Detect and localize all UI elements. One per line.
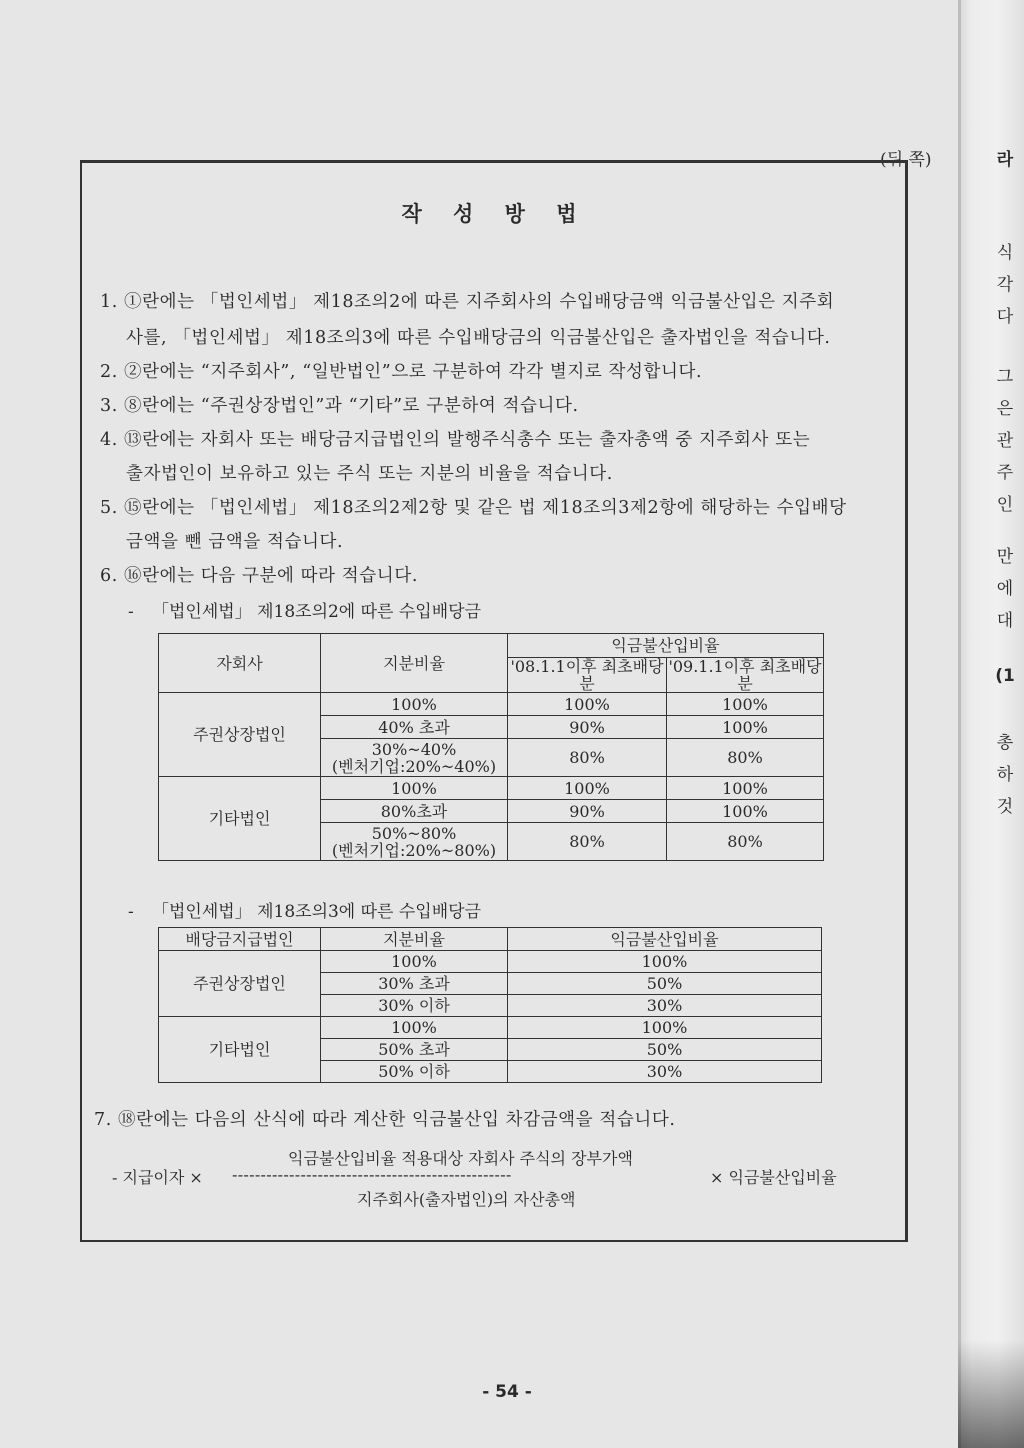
table2-heading: - 「법인세법」 제18조의3에 따른 수입배당금 <box>128 902 481 922</box>
edge-char: 관 <box>996 431 1014 451</box>
rate-cell: 80% <box>667 823 824 861</box>
header-cell: 익금불산입비율 <box>508 634 824 658</box>
table1-heading-text: 「법인세법」 제18조의2에 따른 수입배당금 <box>152 602 481 622</box>
table2-heading-text: 「법인세법」 제18조의3에 따른 수입배당금 <box>152 902 481 922</box>
share-cell: 80%초과 <box>321 800 508 823</box>
share-cell: 50%~80% (벤처기업:20%~80%) <box>321 823 508 861</box>
instruction-item <box>94 1106 902 1131</box>
edge-char: 그 <box>996 367 1014 387</box>
item-text: ①란에는 「법인세법」 제18조의2에 따른 지주회사의 수입배당금액 익금불산입은 지주회 <box>124 292 835 312</box>
item-text: ⑧란에는 “주권상장법인”과 “기타”로 구분하여 적습니다. <box>124 396 579 416</box>
edge-char: 은 <box>996 399 1014 419</box>
rate-cell: 100% <box>667 716 824 739</box>
rate-cell: 90% <box>508 800 667 823</box>
rate-cell: 50% <box>508 1039 822 1061</box>
edge-char: (1 <box>995 666 1015 686</box>
rate-cell: 100% <box>667 777 824 800</box>
rate-cell: 30% <box>508 995 822 1017</box>
item-number: 1. <box>100 292 118 312</box>
header-cell: 지분비율 <box>321 634 508 693</box>
edge-char: 하 <box>996 765 1014 785</box>
table-dividend-corporate <box>158 927 822 1083</box>
rate-cell: 50% <box>508 973 822 995</box>
item-text: ⑮란에는 「법인세법」 제18조의2제2항 및 같은 법 제18조의3제2항에 해당하는 수입배당 <box>124 498 847 518</box>
header-cell: 배당금지급법인 <box>159 928 321 951</box>
edge-char: 주 <box>996 463 1014 483</box>
share-cell: 100% <box>321 777 508 800</box>
edge-char: 대 <box>996 611 1014 631</box>
edge-char: 식 <box>996 243 1014 263</box>
instruction-item <box>100 392 908 417</box>
rate-cell: 80% <box>667 739 824 777</box>
edge-char: 다 <box>996 307 1014 327</box>
edge-char: 각 <box>996 275 1014 295</box>
instruction-item <box>100 288 908 313</box>
rate-cell: 80% <box>508 823 667 861</box>
item-number: 3. <box>100 396 118 416</box>
share-cell: 100% <box>321 951 508 973</box>
item-number: 7. <box>94 1110 112 1130</box>
share-cell: 100% <box>321 1017 508 1039</box>
group-cell: 기타법인 <box>159 1017 321 1083</box>
formula-denominator: 지주회사(출자법인)의 자산총액 <box>357 1190 576 1209</box>
share-cell: 30% 이하 <box>321 995 508 1017</box>
header-cell: 자회사 <box>159 634 321 693</box>
page-side-label: (뒤 쪽) <box>880 150 932 170</box>
rate-cell: 100% <box>667 800 824 823</box>
instruction-item <box>100 562 908 587</box>
item-number: 6. <box>100 566 118 586</box>
item-number: 5. <box>100 498 118 518</box>
header-cell: 지분비율 <box>321 928 508 951</box>
edge-char: 총 <box>996 733 1014 753</box>
rate-cell: 100% <box>667 693 824 716</box>
share-cell: 30%~40% (벤처기업:20%~40%) <box>321 739 508 777</box>
share-cell: 50% 이하 <box>321 1061 508 1083</box>
table-dividend-holding-company <box>158 633 824 861</box>
rate-cell: 80% <box>508 739 667 777</box>
item-text-continued: 사를, 「법인세법」 제18조의3에 따른 수입배당금의 익금불산입은 출자법인을 적습니다. <box>126 328 831 348</box>
instruction-item <box>100 358 908 383</box>
instruction-item <box>100 494 908 519</box>
instruction-item <box>100 426 908 451</box>
share-cell: 30% 초과 <box>321 973 508 995</box>
edge-char: 것 <box>996 797 1014 817</box>
table1-heading: - 「법인세법」 제18조의2에 따른 수입배당금 <box>128 602 481 622</box>
rate-cell: 100% <box>508 1017 822 1039</box>
document-title: 작 성 방 법 <box>401 201 589 226</box>
rate-cell: 30% <box>508 1061 822 1083</box>
item-text-continued: 금액을 뺀 금액을 적습니다. <box>126 532 344 552</box>
header-cell: '08.1.1이후 최초배당분 <box>508 658 667 693</box>
item-text: ⑬란에는 자회사 또는 배당금지급법인의 발행주식총수 또는 출자총액 중 지주회사 또는 <box>124 430 811 450</box>
item-text-continued: 출자법인이 보유하고 있는 주식 또는 지분의 비율을 적습니다. <box>126 464 613 484</box>
item-number: 2. <box>100 362 118 382</box>
header-cell: 익금불산입비율 <box>508 928 822 951</box>
edge-char: 인 <box>996 495 1014 515</box>
formula-suffix: × 익금불산입비율 <box>710 1168 837 1187</box>
share-cell: 50% 초과 <box>321 1039 508 1061</box>
formula-numerator: 익금불산입비율 적용대상 자회사 주식의 장부가액 <box>288 1149 633 1168</box>
edge-char: 라 <box>996 150 1014 170</box>
item-text: ②란에는 “지주회사”, “일반법인”으로 구분하여 각각 별지로 작성합니다. <box>124 362 703 382</box>
share-cell: 40% 초과 <box>321 716 508 739</box>
page-number: - 54 - <box>482 1382 532 1402</box>
item-text: ⑯란에는 다음 구분에 따라 적습니다. <box>124 566 418 586</box>
group-cell: 기타법인 <box>159 777 321 861</box>
rate-cell: 90% <box>508 716 667 739</box>
item-text: ⑱란에는 다음의 산식에 따라 계산한 익금불산입 차감금액을 적습니다. <box>118 1110 676 1130</box>
formula-prefix: - 지급이자 × <box>112 1168 203 1187</box>
item-number: 4. <box>100 430 118 450</box>
rate-cell: 100% <box>508 693 667 716</box>
edge-char: 에 <box>996 579 1014 599</box>
rate-cell: 100% <box>508 777 667 800</box>
group-cell: 주권상장법인 <box>159 693 321 777</box>
formula-fraction-bar: ------------------------------------------------- <box>232 1165 512 1184</box>
header-cell: '09.1.1이후 최초배당분 <box>668 657 822 693</box>
group-cell: 주권상장법인 <box>159 951 321 1017</box>
share-cell: 100% <box>321 693 508 716</box>
rate-cell: 100% <box>508 951 822 973</box>
edge-char: 만 <box>996 547 1014 567</box>
